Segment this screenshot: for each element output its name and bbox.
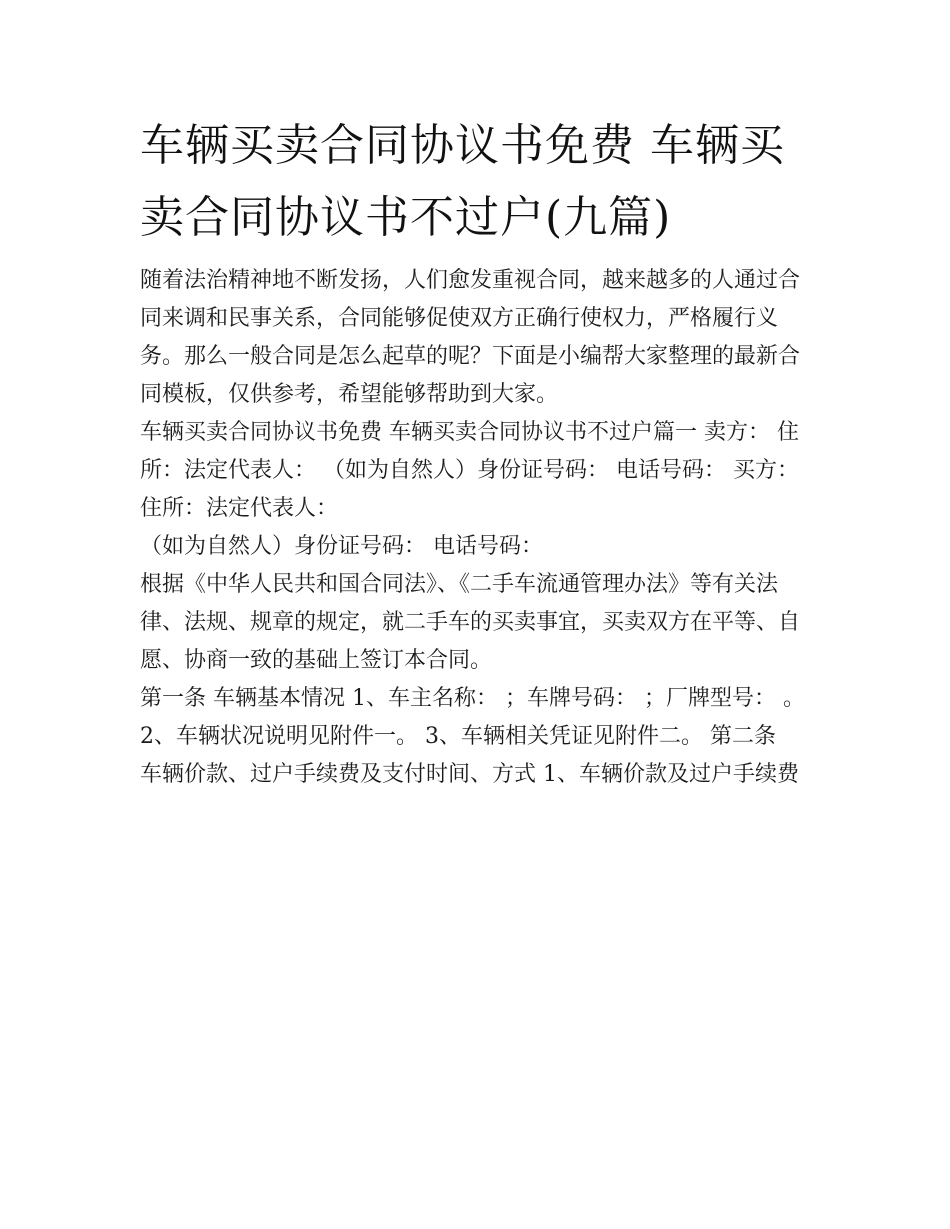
paragraph-legal-basis: 根据《中华人民共和国合同法》、《二手车流通管理办法》等有关法律、法规、规章的规定，就二手车的买卖事宜，买卖双方在平等、自愿、协商一致的基础上签订本合同。	[140, 572, 801, 673]
paragraph-parties-seller: 车辆买卖合同协议书免费 车辆买卖合同协议书不过户篇一 卖方： 住所：法定代表人： （如为自然人）身份证号码： 电话号码： 买方： 住所：法定代表人：	[140, 420, 799, 521]
document-body	[140, 262, 812, 794]
paragraph-article-one: 第一条 车辆基本情况 1、车主名称： ；车牌号码： ；厂牌型号： 。 2、车辆状况说明见附件一。 3、车辆相关凭证见附件二。 第二条	[140, 686, 805, 749]
paragraph-article-two: 车辆价款、过户手续费及支付时间、方式 1、车辆价款及过户手续费	[140, 762, 799, 787]
paragraph-parties-buyer: （如为自然人）身份证号码： 电话号码：	[140, 534, 543, 559]
document-page	[140, 110, 812, 794]
paragraph-intro: 随着法治精神地不断发扬，人们愈发重视合同，越来越多的人通过合同来调和民事关系，合同能够促使双方正确行使权力，严格履行义务。那么一般合同是怎么起草的呢？下面是小编帮大家整理的最新合同模板，仅供参考，希望能够帮助到大家。	[140, 268, 801, 407]
document-title: 车辆买卖合同协议书免费 车辆买卖合同协议书不过户(九篇)	[140, 120, 785, 243]
